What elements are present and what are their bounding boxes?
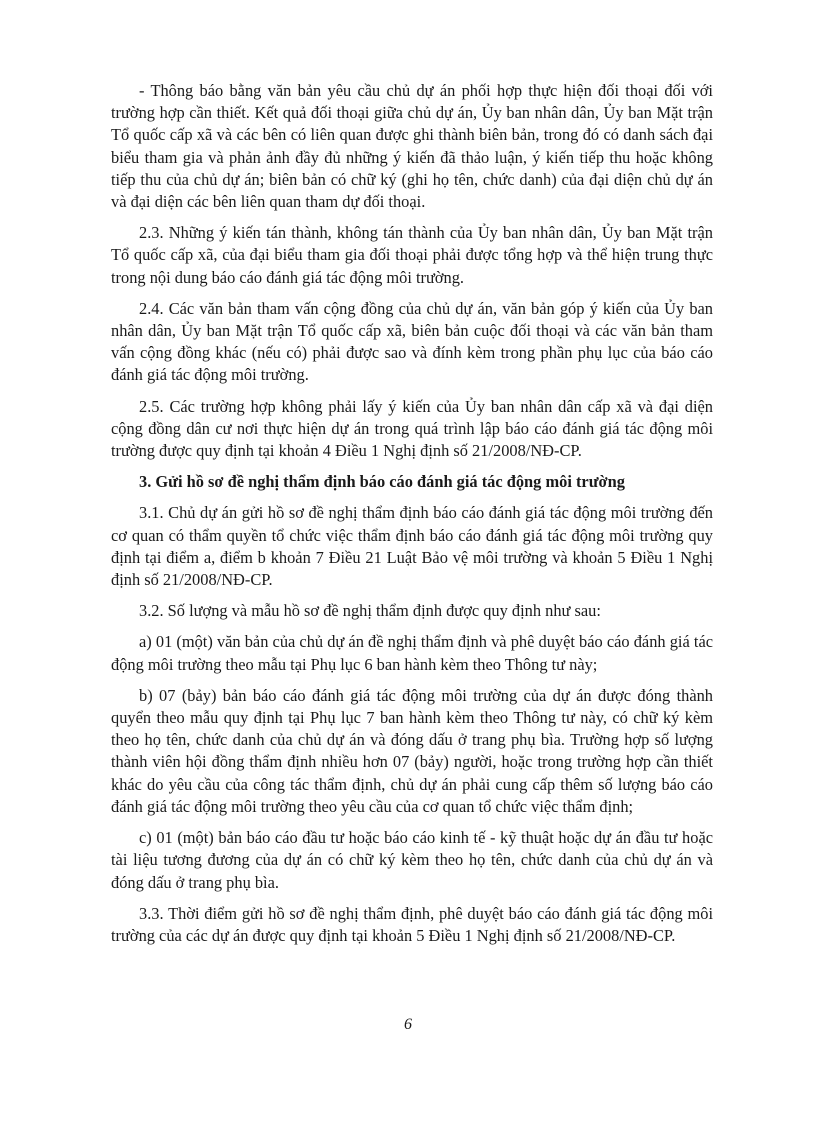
list-item-c: c) 01 (một) bản báo cáo đầu tư hoặc báo cáo kinh tế - kỹ thuật hoặc dự án đầu tư hoặc tài liệu tương đương của dự án có chữ ký kèm theo họ tên, chức danh của chủ dự án và đóng dấu ở trang phụ bìa. (111, 828, 713, 892)
document-body (111, 80, 713, 956)
paragraph-2-3: 2.3. Những ý kiến tán thành, không tán thành của Ủy ban nhân dân, Ủy ban Mặt trận Tổ quốc cấp xã, của đại biểu tham gia đối thoại phải được tổng hợp và thể hiện trung thực trong nội dung báo cáo đánh giá tác động môi trường. (111, 223, 713, 287)
list-item-b: b) 07 (bảy) bản báo cáo đánh giá tác động môi trường của dự án được đóng thành quyển theo mẫu quy định tại Phụ lục 7 ban hành kèm theo Thông tư này, có chữ ký kèm theo họ tên, chức danh của chủ dự án và đóng dấu ở trang phụ bìa. Trường hợp số lượng thành viên hội đồng thẩm định nhiều hơn 07 (bảy) người, hoặc trong trường hợp cần thiết khác do yêu cầu của công tác thẩm định, chủ dự án phải cung cấp thêm số lượng báo cáo đánh giá tác động môi trường theo yêu cầu của cơ quan tổ chức việc thẩm định; (111, 685, 713, 816)
paragraph-notice-dialogue: - Thông báo bằng văn bản yêu cầu chủ dự án phối hợp thực hiện đối thoại đối với trường hợp cần thiết. Kết quả đối thoại giữa chủ dự án, Ủy ban nhân dân, Ủy ban Mặt trận Tổ quốc cấp xã và các bên có liên quan được ghi thành biên bản, trong đó có danh sách đại biểu tham gia và phản ảnh đầy đủ những ý kiến đã thảo luận, ý kiến tiếp thu hoặc không tiếp thu của chủ dự án; biên bản có chữ ký (ghi họ tên, chức danh) của đại diện chủ dự án và đại diện các bên liên quan tham dự đối thoại. (111, 81, 713, 212)
paragraph-3-1: 3.1. Chủ dự án gửi hồ sơ đề nghị thẩm định báo cáo đánh giá tác động môi trường đến cơ quan có thẩm quyền tổ chức việc thẩm định báo cáo đánh giá tác động môi trường quy định tại điểm a, điểm b khoản 7 Điều 21 Luật Bảo vệ môi trường và khoản 5 Điều 1 Nghị định số 21/2008/NĐ-CP. (111, 503, 713, 590)
paragraph-2-5: 2.5. Các trường hợp không phải lấy ý kiến của Ủy ban nhân dân cấp xã và đại diện cộng đồng dân cư nơi thực hiện dự án trong quá trình lập báo cáo đánh giá tác động môi trường được quy định tại khoản 4 Điều 1 Nghị định số 21/2008/NĐ-CP. (111, 396, 713, 461)
page-number: 6 (404, 1016, 412, 1033)
list-item-a: a) 01 (một) văn bản của chủ dự án đề nghị thẩm định và phê duyệt báo cáo đánh giá tác động môi trường theo mẫu tại Phụ lục 6 ban hành kèm theo Thông tư này; (111, 632, 713, 674)
section-heading-3: 3. Gửi hồ sơ đề nghị thẩm định báo cáo đánh giá tác động môi trường (139, 472, 625, 492)
paragraph-3-3: 3.3. Thời điểm gửi hồ sơ đề nghị thẩm định, phê duyệt báo cáo đánh giá tác động môi trường của các dự án được quy định tại khoản 5 Điều 1 Nghị định số 21/2008/NĐ-CP. (111, 903, 713, 945)
paragraph-3-2: 3.2. Số lượng và mẫu hồ sơ đề nghị thẩm định được quy định như sau: (139, 601, 601, 621)
paragraph-2-4: 2.4. Các văn bản tham vấn cộng đồng của chủ dự án, văn bản góp ý kiến của Ủy ban nhân dân, Ủy ban Mặt trận Tổ quốc cấp xã, biên bản cuộc đối thoại và các văn bản tham vấn cộng đồng khác (nếu có) phải được sao và đính kèm trong phần phụ lục của báo cáo đánh giá tác động môi trường. (111, 298, 713, 385)
